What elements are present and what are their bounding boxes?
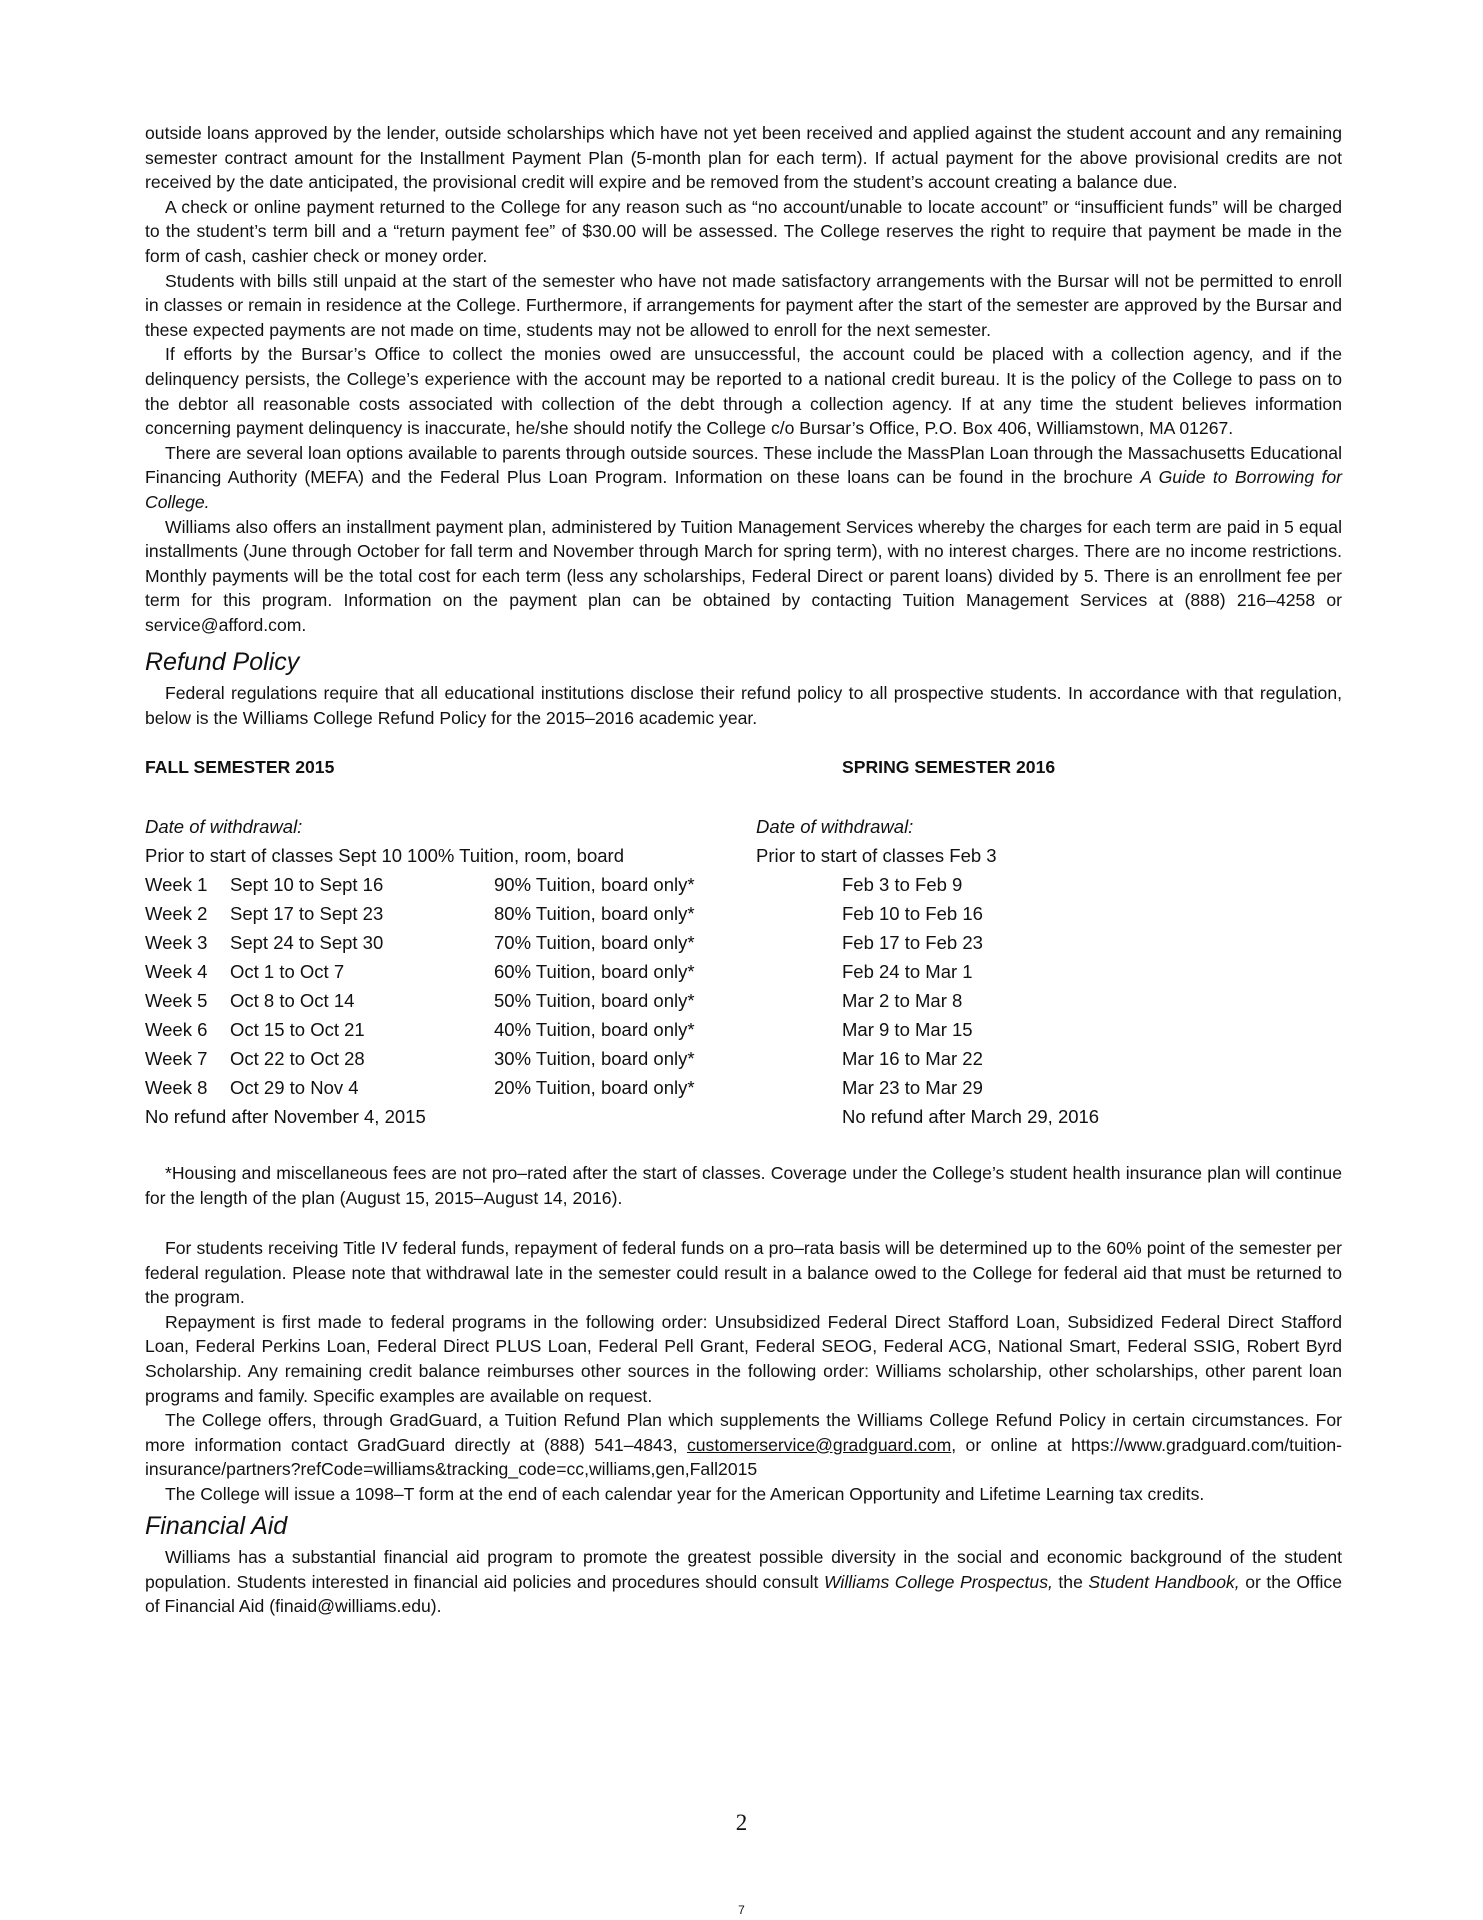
fall-week-refund: 90% Tuition, board only* (494, 874, 695, 895)
fall-week-dates: Oct 15 to Oct 21 (230, 1019, 365, 1040)
fall-prior-refund: 100% Tuition, room, board (407, 845, 624, 866)
week-label: Week 3 (145, 932, 208, 953)
fall-semester-title: FALL SEMESTER 2015 (145, 757, 335, 777)
federal-funds-block (145, 1236, 1342, 1507)
paragraph-installment-plan: Williams also offers an installment payment plan, administered by Tuition Management Services whereby the charges for each term are paid in 5 equal installments (June through October for fall term and November through March for spring term), with no interest charges. There are no income restrictions. Monthly payments will be the total cost for each term (less any scholarships, Federal Direct or parent loans) divided by 5. There is an enrollment fee per term for this program. Information on the payment plan can be obtained by contacting Tuition Management Services at (888) 216–4258 or service@afford.com. (145, 516, 1342, 635)
fall-no-refund: No refund after November 4, 2015 (145, 1106, 426, 1127)
spring-week-dates: Feb 10 to Feb 16 (842, 903, 983, 924)
fall-week-dates: Sept 24 to Sept 30 (230, 932, 384, 953)
gradguard-text: The College offers, through GradGuard, a Tuition Refund Plan which supplements the Williams College Refund Policy in certain circumstances. For more information contact GradGuard directly at (888) 541–4843, (145, 1410, 1342, 1455)
fall-week-dates: Oct 22 to Oct 28 (230, 1048, 365, 1069)
spring-week-dates: Mar 9 to Mar 15 (842, 1019, 973, 1040)
paragraph-unpaid-bills: Students with bills still unpaid at the start of the semester who have not made satisfactory arrangements with the Bursar will not be permitted to enroll in classes or remain in residence at the College. Furthermore, if arrangements for payment after the start of the semester are approved by the Bursar and these expected payments are not made on time, students may not be allowed to enroll for the next semester. (145, 270, 1342, 340)
financial-aid-heading: Financial Aid (145, 1512, 288, 1540)
paragraph-title-iv: For students receiving Title IV federal funds, repayment of federal funds on a pro–rata basis will be determined up to the 60% point of the semester per federal regulation. Please note that withdrawal late in the semester could result in a balance owed to the College for federal aid that must be returned to the program. (145, 1238, 1342, 1308)
paragraph-repayment-order: Repayment is first made to federal programs in the following order: Unsubsidized Federal Direct Stafford Loan, Subsidized Federal Direct Stafford Loan, Federal Perkins Loan, Federal Direct PLUS Loan, Federal Pell Grant, Federal SEOG, Federal ACG, National Smart, Federal SSIG, Robert Byrd Scholarship. Any remaining credit balance reimburses other sources in the following order: Williams scholarship, other scholarships, other parent loan programs and family. Specific examples are available on request. (145, 1311, 1342, 1406)
fall-week-dates: Sept 10 to Sept 16 (230, 874, 384, 895)
refund-policy-heading: Refund Policy (145, 648, 300, 676)
fall-week-refund: 80% Tuition, board only* (494, 903, 695, 924)
paragraph-collections: If efforts by the Bursar’s Office to collect the monies owed are unsuccessful, the account could be placed with a collection agency, and if the delinquency persists, the College’s experience with the account may be reported to a national credit bureau. It is the policy of the College to pass on to the debtor all reasonable costs associated with collection of the debt through a collection agency. If at any time the student believes information concerning payment delinquency is inaccurate, he/she should notify the College c/o Bursar’s Office, P.O. Box 406, Williamstown, MA 01267. (145, 344, 1342, 439)
refund-intro-paragraph: Federal regulations require that all educational institutions disclose their refund policy to all prospective students. In accordance with that regulation, below is the Williams College Refund Policy for the 2015–2016 academic year. (145, 683, 1342, 728)
week-label: Week 8 (145, 1077, 208, 1098)
aid-text: or the Office of Financial Aid (finaid@williams.edu). (145, 1571, 1342, 1617)
week-label: Week 6 (145, 1019, 208, 1040)
week-label: Week 4 (145, 961, 208, 982)
fall-week-refund: 20% Tuition, board only* (494, 1077, 695, 1098)
page-number: 2 (735, 1810, 748, 1835)
footer-number: 7 (738, 1903, 745, 1917)
spring-prior-label: Prior to start of classes Feb 3 (756, 845, 997, 866)
brochure-title: A Guide to Borrowing for College. (145, 467, 1342, 512)
refund-intro-block (145, 681, 1342, 730)
fall-week-refund: 60% Tuition, board only* (494, 961, 695, 982)
aid-text: the (1052, 1571, 1089, 1592)
fall-week-refund: 30% Tuition, board only* (494, 1048, 695, 1069)
paragraph-gradguard (145, 1408, 1342, 1482)
spring-week-dates: Feb 3 to Feb 9 (842, 874, 963, 895)
gradguard-email-link[interactable]: customerservice@gradguard.com (686, 1434, 952, 1455)
fall-week-refund: 40% Tuition, board only* (494, 1019, 695, 1040)
financial-aid-block (145, 1545, 1342, 1619)
paragraph-loan-options (145, 441, 1342, 515)
spring-semester-title: SPRING SEMESTER 2016 (842, 757, 1056, 777)
spring-week-dates: Feb 24 to Mar 1 (842, 961, 973, 982)
paragraph-returned-payment: A check or online payment returned to the College for any reason such as “no account/unable to locate account” or “insufficient funds” will be charged to the student’s term bill and a “return payment fee” of $30.00 will be assessed. The College reserves the right to require that payment be made in the form of cash, cashier check or money order. (145, 196, 1342, 266)
paragraph-1098t: The College will issue a 1098–T form at the end of each calendar year for the American Opportunity and Lifetime Learning tax credits. (165, 1483, 1205, 1504)
fall-week-refund: 50% Tuition, board only* (494, 990, 695, 1011)
week-label: Week 1 (145, 874, 208, 895)
spring-no-refund: No refund after March 29, 2016 (842, 1106, 1100, 1127)
housing-note-block (145, 1161, 1342, 1210)
spring-week-dates: Mar 23 to Mar 29 (842, 1077, 983, 1098)
handbook-title: Student Handbook, (1088, 1571, 1240, 1592)
loan-options-text: There are several loan options available to parents through outside sources. These include the MassPlan Loan through the Massachusetts Educational Financing Authority (MEFA) and the Federal Plus Loan Program. Information on these loans can be found in the brochure (145, 442, 1342, 488)
spring-week-dates: Mar 16 to Mar 22 (842, 1048, 983, 1069)
fall-week-dates: Oct 29 to Nov 4 (230, 1077, 359, 1098)
fall-week-dates: Oct 1 to Oct 7 (230, 961, 345, 982)
fall-prior-label: Prior to start of classes Sept 10 (145, 845, 403, 866)
week-label: Week 5 (145, 990, 208, 1011)
fall-week-dates: Oct 8 to Oct 14 (230, 990, 355, 1011)
spring-week-dates: Mar 2 to Mar 8 (842, 990, 963, 1011)
fall-date-label: Date of withdrawal: (145, 816, 303, 837)
fall-week-refund: 70% Tuition, board only* (494, 932, 695, 953)
housing-fees-note: *Housing and miscellaneous fees are not pro–rated after the start of classes. Coverage under the College’s student health insurance plan will continue for the length of the plan (August 15, 2015–August 14, 2016). (145, 1163, 1342, 1208)
financial-aid-paragraph (145, 1545, 1342, 1619)
prospectus-title: Williams College Prospectus, (823, 1571, 1053, 1592)
week-label: Week 7 (145, 1048, 208, 1069)
payment-policy-text (145, 121, 1342, 637)
gradguard-url-text: , or online at https://www.gradguard.com/tuition-insurance/partners?refCode=williams&tracking_code=cc,williams,gen,Fall2015 (145, 1434, 1342, 1480)
week-label: Week 2 (145, 903, 208, 924)
fall-week-dates: Sept 17 to Sept 23 (230, 903, 384, 924)
spring-date-label: Date of withdrawal: (756, 816, 914, 837)
paragraph-outside-loans: outside loans approved by the lender, outside scholarships which have not yet been received and applied against the student account and any remaining semester contract amount for the Installment Payment Plan (5-month plan for each term). If actual payment for the above provisional credits are not received by the date anticipated, the provisional credit will expire and be removed from the student’s account creating a balance due. (145, 123, 1342, 193)
aid-text: Williams has a substantial financial aid program to promote the greatest possible diversity in the social and economic background of the student population. Students interested in financial aid policies and procedures should consult (145, 1547, 1342, 1592)
spring-week-dates: Feb 17 to Feb 23 (842, 932, 983, 953)
